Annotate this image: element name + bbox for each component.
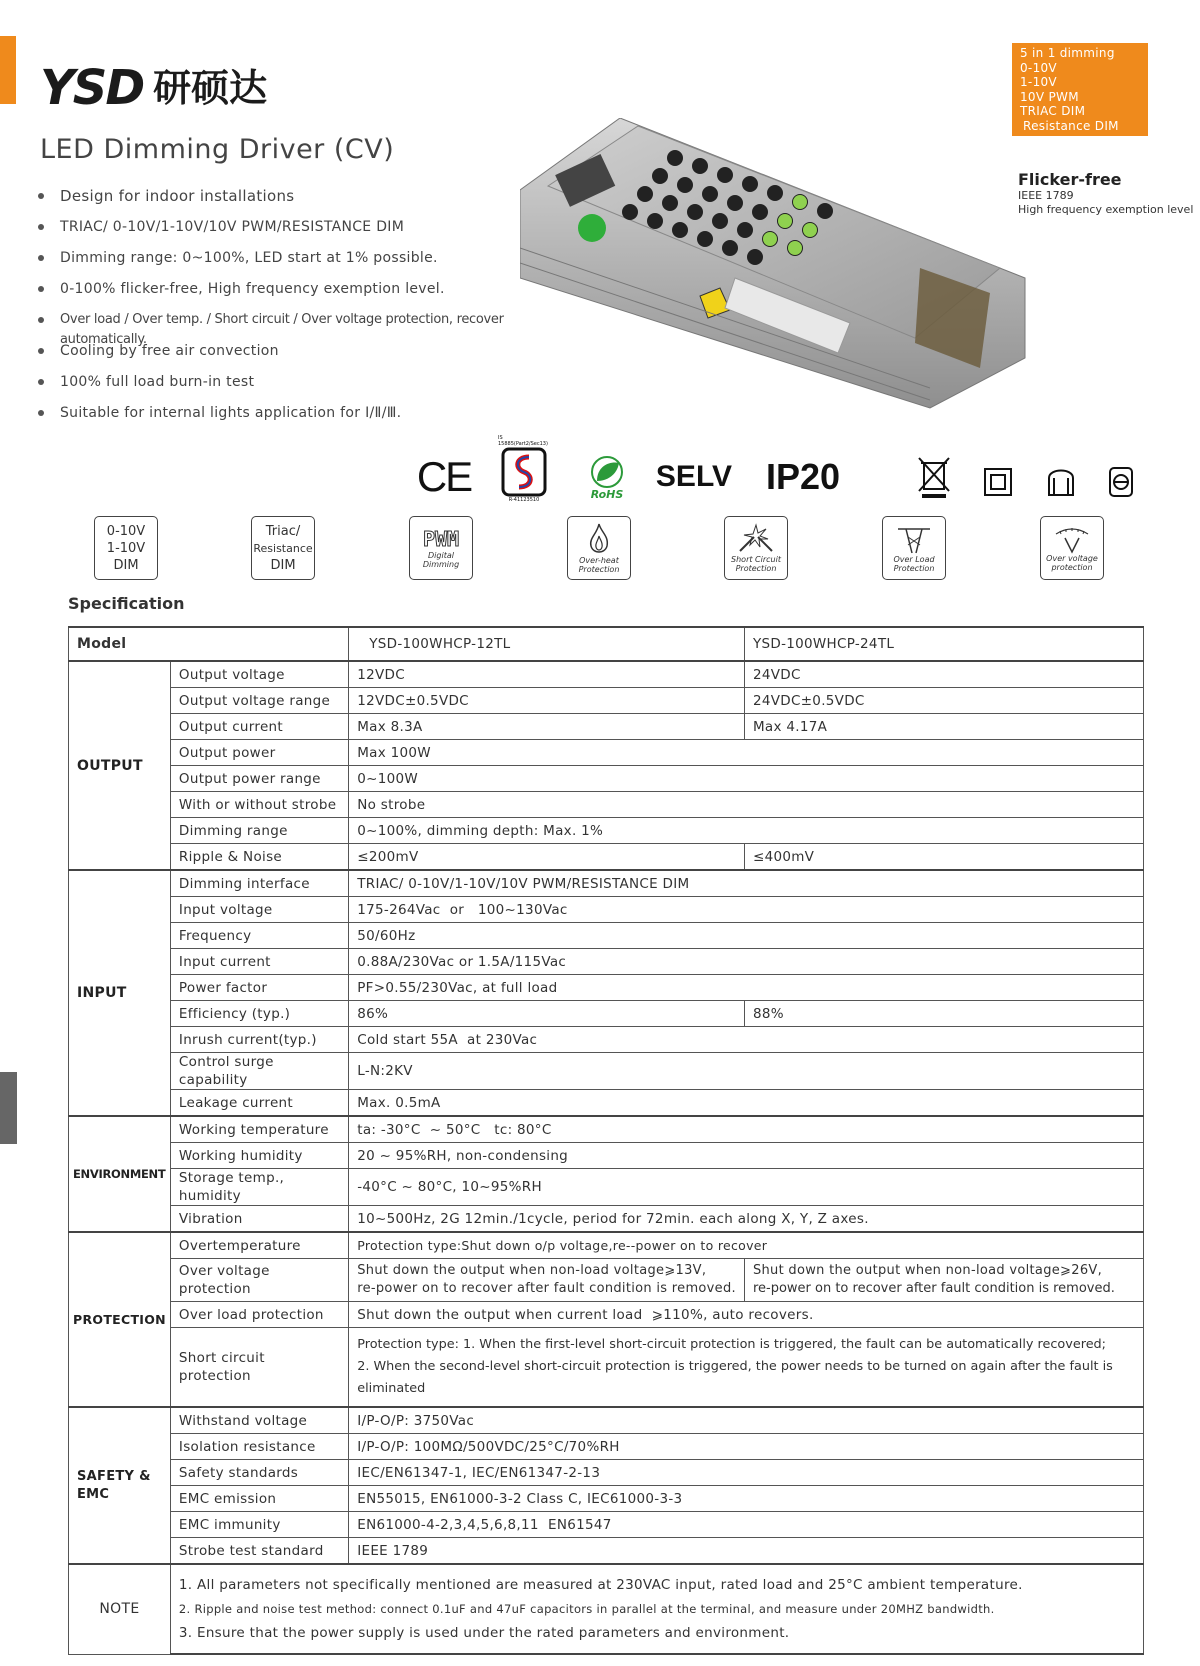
table-row: Efficiency (typ.) 86% 88% <box>69 1001 1144 1027</box>
table-row: Input voltage 175-264Vac or 100~130Vac <box>69 897 1144 923</box>
dimming-option: TRIAC DIM <box>1020 104 1086 118</box>
spec-table <box>68 626 1144 1655</box>
feature-item: Cooling by free air convection <box>34 341 554 372</box>
notes-cell <box>170 1564 1143 1654</box>
model-a: YSD-100WHCP-12TL <box>349 627 745 661</box>
table-row: Output current Max 8.3A Max 4.17A <box>69 714 1144 740</box>
model-b: YSD-100WHCP-24TL <box>744 627 1143 661</box>
spec-title: Specification <box>68 594 185 613</box>
transformer-symbol-icon <box>1108 466 1134 498</box>
note-item: 3. Ensure that the power supply is used under the rated parameters and environment. <box>178 1625 790 1641</box>
table-row: Safety standards IEC/EN61347-1, IEC/EN61347-2-13 <box>69 1460 1144 1486</box>
pwm-digital-dimming-icon: PWM Digital Dimming <box>409 516 473 580</box>
table-row <box>69 1564 1144 1654</box>
feature-item: 0-100% flicker-free, High frequency exemption level. <box>34 279 554 310</box>
brand-logo <box>40 60 340 116</box>
bis-mark <box>498 434 550 504</box>
ce-mark: CE <box>416 453 472 500</box>
feature-item: Over load / Over temp. / Short circuit / Over voltage protection, recover automatically. <box>34 310 554 341</box>
dimming-option: 0-10V <box>1020 60 1057 75</box>
table-row: Power factor PF>0.55/230Vac, at full load <box>69 975 1144 1001</box>
load-pylon-icon <box>894 523 934 555</box>
flicker-title: Flicker-free <box>1018 170 1122 189</box>
table-row: SAFETY & EMC Withstand voltage I/P-O/P: 3750Vac <box>69 1407 1144 1434</box>
table-row: INPUT Dimming interface TRIAC/ 0-10V/1-10V/10V PWM/RESISTANCE DIM <box>69 870 1144 897</box>
table-row: Strobe test standard IEEE 1789 <box>69 1538 1144 1565</box>
feature-list <box>34 186 554 434</box>
group-protection: PROTECTION <box>69 1232 171 1407</box>
group-note: NOTE <box>69 1564 171 1654</box>
flicker-standard: IEEE 1789 <box>1018 189 1074 202</box>
table-row <box>69 627 1144 661</box>
class-ii-icon <box>984 468 1012 496</box>
voltmeter-icon <box>1052 524 1092 554</box>
feature-item: Dimming range: 0~100%, LED start at 1% possible. <box>34 248 554 279</box>
table-row: Control surge capability L-N:2KV <box>69 1053 1144 1090</box>
bis-standard: IS 15885(Part2/Sec13) <box>498 435 548 447</box>
table-row: Over voltage protection Shut down the output when non-load voltage⩾13V, re-power on to recover after fault condition is removed. Shut down the output when non-load voltage⩾26V, re-power on to recover after fault condition is removed. <box>69 1259 1144 1302</box>
feature-item: 100% full load burn-in test <box>34 372 554 403</box>
flame-icon <box>587 522 611 556</box>
table-row: Vibration 10~500Hz, 2G 12min./1cycle, period for 72min. each along X, Y, Z axes. <box>69 1206 1144 1233</box>
model-label: Model <box>69 627 349 661</box>
table-row: With or without strobe No strobe <box>69 792 1144 818</box>
group-output: OUTPUT <box>69 661 171 870</box>
over-load-protection-icon: Over Load Protection <box>882 516 946 580</box>
logo-chinese: 研硕达 <box>153 66 268 110</box>
table-row: Frequency 50/60Hz <box>69 923 1144 949</box>
table-row: Short circuit protection Protection type: 1. When the first-level short-circuit protection is triggered, the fault can be automatically recovered; 2. When the second-level short-circuit protection is triggered, the power needs to be turned on again after the fault is eliminated <box>69 1328 1144 1408</box>
spark-icon <box>736 523 776 555</box>
table-row: Ripple & Noise ≤200mV ≤400mV <box>69 844 1144 871</box>
dimming-option: Resistance DIM <box>1023 118 1119 133</box>
table-row: Over load protection Shut down the output when current load ⩾110%, auto recovers. <box>69 1302 1144 1328</box>
group-environment: ENVIRONMENT <box>69 1116 171 1232</box>
left-accent-bar-gray <box>0 1072 17 1144</box>
rohs-mark: RoHS <box>582 452 632 502</box>
group-safety-emc: SAFETY & EMC <box>69 1407 171 1564</box>
feature-item: Design for indoor installations <box>34 186 554 217</box>
table-row: Storage temp., humidity -40°C ~ 80°C, 10~95%RH <box>69 1169 1144 1206</box>
table-row: Inrush current(typ.) Cold start 55A at 230Vac <box>69 1027 1144 1053</box>
flicker-free-info <box>1018 170 1200 217</box>
product-title: LED Dimming Driver (CV) <box>40 134 395 165</box>
table-row: Leakage current Max. 0.5mA <box>69 1090 1144 1117</box>
product-image <box>520 118 1040 438</box>
left-accent-bar-orange <box>0 36 16 104</box>
selv-mark: SELV <box>655 460 733 493</box>
dimming-option: 5 in 1 dimming <box>1020 46 1115 60</box>
table-row: Working humidity 20 ~ 95%RH, non-condensing <box>69 1143 1144 1169</box>
over-heat-protection-icon: Over-heat Protection <box>567 516 631 580</box>
note-item: 2. Ripple and noise test method: connect 0.1uF and 47uF capacitors in parallel at the terminal, and measure under 20MHZ bandwidth. <box>178 1602 995 1616</box>
table-row: Input current 0.88A/230Vac or 1.5A/115Vac <box>69 949 1144 975</box>
table-row: ENVIRONMENT Working temperature ta: -30°C ~ 50°C tc: 80°C <box>69 1116 1144 1143</box>
ip20-mark: IP20 <box>765 456 841 497</box>
bis-number: R-41123510 <box>508 497 540 503</box>
table-row: PROTECTION Overtemperature Protection type:Shut down o/p voltage,re--power on to recover <box>69 1232 1144 1259</box>
table-row: EMC emission EN55015, EN61000-3-2 Class C, IEC61000-3-3 <box>69 1486 1144 1512</box>
table-row: Output voltage range 12VDC±0.5VDC 24VDC±0.5VDC <box>69 688 1144 714</box>
table-row: OUTPUT Output voltage 12VDC 24VDC <box>69 661 1144 688</box>
table-row: Output power range 0~100W <box>69 766 1144 792</box>
group-input: INPUT <box>69 870 171 1116</box>
table-row: Isolation resistance I/P-O/P: 100MΩ/500VDC/25°C/70%RH <box>69 1434 1144 1460</box>
dimming-option: 1-10V <box>1020 75 1057 89</box>
table-row: EMC immunity EN61000-4-2,3,4,5,6,8,11 EN61547 <box>69 1512 1144 1538</box>
logo-text: YSD <box>40 60 144 116</box>
dimming-triac-icon: Triac/ Resistance DIM <box>251 516 315 580</box>
table-row: Dimming range 0~100%, dimming depth: Max. 1% <box>69 818 1144 844</box>
feature-item: Suitable for internal lights application for Ⅰ/Ⅱ/Ⅲ. <box>34 403 554 434</box>
note-item: 1. All parameters not specifically mentioned are measured at 230VAC input, rated load and 25°C ambient temperature. <box>178 1577 1023 1593</box>
rohs-leaf-icon <box>587 455 627 489</box>
table-row: Output power Max 100W <box>69 740 1144 766</box>
short-circuit-protection-icon: Short Circuit Protection <box>724 516 788 580</box>
indoor-use-icon <box>1046 466 1076 498</box>
bis-icon <box>501 447 547 497</box>
feature-item: TRIAC/ 0-10V/1-10V/10V PWM/RESISTANCE DIM <box>34 217 554 248</box>
flicker-level: High frequency exemption level <box>1018 203 1194 216</box>
dimming-option: 10V PWM <box>1020 89 1079 104</box>
dimming-0-10v-icon: 0-10V 1-10V DIM <box>94 516 158 580</box>
over-voltage-protection-icon: Over voltage protection <box>1040 516 1104 580</box>
weee-bin-icon <box>916 455 952 499</box>
